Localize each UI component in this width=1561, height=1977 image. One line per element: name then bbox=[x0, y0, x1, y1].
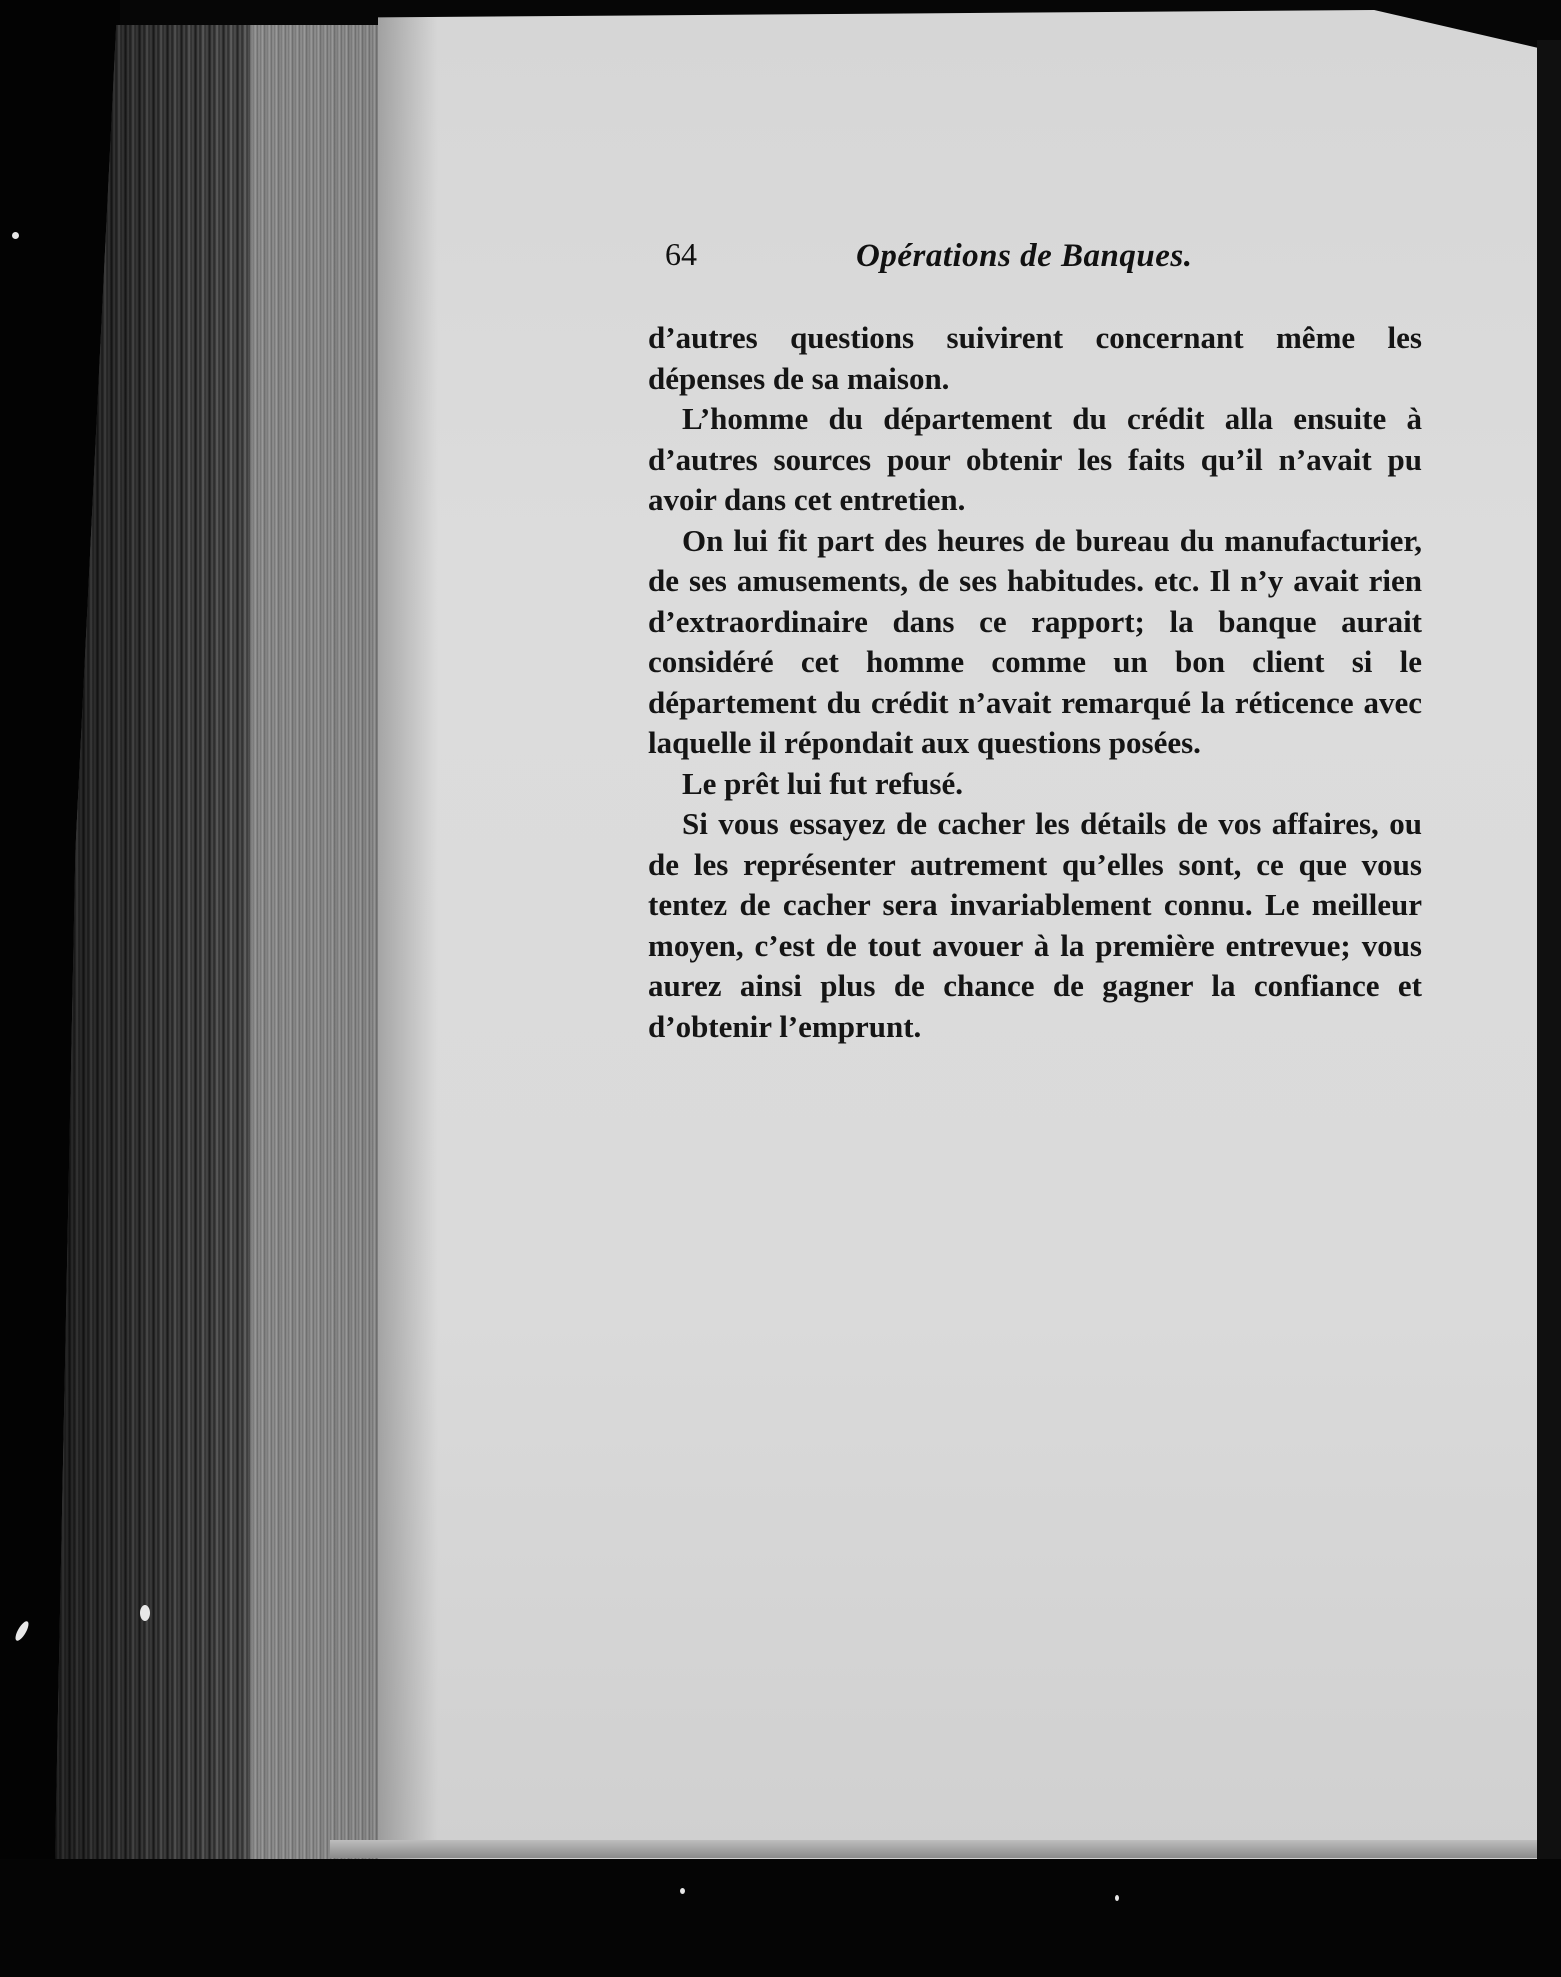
page-number: 64 bbox=[665, 236, 697, 272]
paragraph: Le prêt lui fut refusé. bbox=[682, 765, 963, 801]
scan-speck bbox=[680, 1888, 685, 1894]
book-page-edges-light bbox=[250, 25, 390, 1860]
body-text bbox=[648, 318, 1422, 1047]
scan-speck bbox=[1115, 1895, 1119, 1901]
scan-bottom-border bbox=[0, 1859, 1561, 1977]
page-bottom-edge bbox=[330, 1840, 1540, 1858]
paragraph: L’homme du département du crédit alla ensuite à d’autres sources pour obtenir les faits qu’il n’avait pu avoir dans cet entretien. bbox=[648, 401, 1422, 517]
scan-right-border bbox=[1537, 40, 1561, 1870]
paragraph: Si vous essayez de cacher les détails de vos affaires, ou de les représenter autrement qu’elles sont, ce que vous tentez de cacher sera invariablement connu. Le meilleur moyen, c’est de tout avouer à la première entrevue; vous aurez ainsi plus de chance de gagner la confiance et d’obtenir l’emprunt. bbox=[648, 806, 1422, 1044]
scan-speck bbox=[12, 232, 19, 239]
paragraph: On lui fit part des heures de bureau du manufacturier, de ses amusements, de ses habitudes. etc. Il n’y avait rien d’extraordinaire dans ce rapport; la banque aurait considéré cet homme comme un bon client si le département du crédit n’avait remarqué la réticence avec laquelle il répondait aux questions posées. bbox=[648, 522, 1422, 760]
running-title: Opérations de Banques. bbox=[856, 238, 1193, 274]
scan-speck bbox=[140, 1605, 150, 1621]
paragraph: d’autres questions suivirent concernant même les dépenses de sa maison. bbox=[648, 320, 1422, 396]
